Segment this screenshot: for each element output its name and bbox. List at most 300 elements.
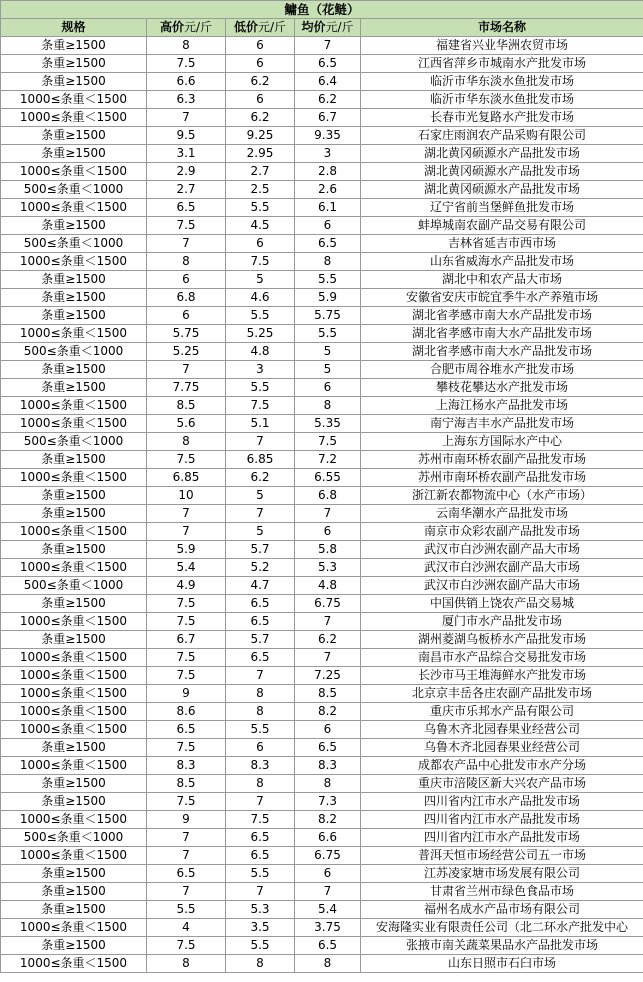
spec-cell: 500≤条重＜1000 (1, 433, 147, 451)
market-cell: 四川省内江市水产品批发市场 (361, 793, 643, 811)
spec-cell: 条重≥1500 (1, 541, 147, 559)
avg-price-cell: 7.3 (295, 793, 361, 811)
avg-price-cell: 6.1 (295, 199, 361, 217)
low-price-cell: 2.95 (226, 145, 295, 163)
high-price-cell: 5.25 (147, 343, 226, 361)
table-row (1, 487, 643, 505)
market-cell: 临沂市华东淡水鱼批发市场 (361, 91, 643, 109)
table-row (1, 235, 643, 253)
high-price-cell: 7.5 (147, 937, 226, 955)
avg-price-cell: 7 (295, 883, 361, 901)
market-cell: 武汉市白沙洲农副产品大市场 (361, 559, 643, 577)
avg-price-cell: 5 (295, 343, 361, 361)
avg-price-cell: 8.2 (295, 811, 361, 829)
high-price-cell: 9 (147, 811, 226, 829)
market-cell: 厦门市水产品批发市场 (361, 613, 643, 631)
avg-price-cell: 6 (295, 523, 361, 541)
low-price-cell: 5.5 (226, 379, 295, 397)
high-price-cell: 7.75 (147, 379, 226, 397)
market-cell: 湖北黄冈硕源水产品批发市场 (361, 163, 643, 181)
avg-price-cell: 7 (295, 505, 361, 523)
high-price-cell: 7 (147, 523, 226, 541)
spec-cell: 条重≥1500 (1, 379, 147, 397)
high-price-cell: 6.8 (147, 289, 226, 307)
table-row (1, 757, 643, 775)
table-row (1, 523, 643, 541)
high-price-cell: 7.5 (147, 595, 226, 613)
low-price-cell: 5.2 (226, 559, 295, 577)
header-high-price (147, 19, 226, 37)
low-price-cell: 6.5 (226, 847, 295, 865)
high-price-cell: 4.9 (147, 577, 226, 595)
avg-price-cell: 7 (295, 649, 361, 667)
spec-cell: 1000≤条重＜1500 (1, 199, 147, 217)
avg-price-cell: 6.5 (295, 937, 361, 955)
table-row (1, 919, 643, 937)
low-price-cell: 6 (226, 55, 295, 73)
table-row (1, 559, 643, 577)
market-cell: 中国供销上饶农产品交易城 (361, 595, 643, 613)
market-cell: 四川省内江市水产品批发市场 (361, 829, 643, 847)
low-price-cell: 5 (226, 487, 295, 505)
low-price-cell: 5.25 (226, 325, 295, 343)
high-price-cell: 9.5 (147, 127, 226, 145)
avg-price-cell: 6.75 (295, 847, 361, 865)
high-price-cell: 7 (147, 361, 226, 379)
market-cell: 临沂市华东淡水鱼批发市场 (361, 73, 643, 91)
market-cell: 福建省兴业华洲农贸市场 (361, 37, 643, 55)
spec-cell: 条重≥1500 (1, 271, 147, 289)
table-row (1, 343, 643, 361)
header-avg-price (295, 19, 361, 37)
high-price-cell: 8 (147, 433, 226, 451)
high-price-cell: 6.5 (147, 199, 226, 217)
spec-cell: 1000≤条重＜1500 (1, 685, 147, 703)
spec-cell: 500≤条重＜1000 (1, 577, 147, 595)
high-price-cell: 7.5 (147, 739, 226, 757)
avg-price-cell: 8 (295, 955, 361, 973)
table-row (1, 505, 643, 523)
spec-cell: 1000≤条重＜1500 (1, 523, 147, 541)
spec-cell: 1000≤条重＜1500 (1, 109, 147, 127)
high-price-cell: 10 (147, 487, 226, 505)
avg-price-cell: 4.8 (295, 577, 361, 595)
market-cell: 湖北省孝感市南大水产品批发市场 (361, 325, 643, 343)
high-price-cell: 6.6 (147, 73, 226, 91)
avg-price-cell: 6.75 (295, 595, 361, 613)
table-row (1, 199, 643, 217)
spec-cell: 1000≤条重＜1500 (1, 325, 147, 343)
low-price-cell: 2.5 (226, 181, 295, 199)
spec-cell: 1000≤条重＜1500 (1, 649, 147, 667)
spec-cell: 1000≤条重＜1500 (1, 163, 147, 181)
table-row (1, 649, 643, 667)
low-price-cell: 5.1 (226, 415, 295, 433)
spec-cell: 条重≥1500 (1, 595, 147, 613)
avg-price-cell: 6.2 (295, 631, 361, 649)
avg-price-cell: 7.2 (295, 451, 361, 469)
avg-price-cell: 5.9 (295, 289, 361, 307)
spec-cell: 条重≥1500 (1, 289, 147, 307)
avg-price-cell: 7.5 (295, 433, 361, 451)
high-price-cell: 6.5 (147, 721, 226, 739)
high-price-cell: 7.5 (147, 55, 226, 73)
table-row (1, 361, 643, 379)
market-cell: 吉林省延吉市西市场 (361, 235, 643, 253)
avg-price-cell: 6.6 (295, 829, 361, 847)
high-price-cell: 5.4 (147, 559, 226, 577)
market-cell: 湖州菱湖乌板桥水产品批发市场 (361, 631, 643, 649)
table-row (1, 883, 643, 901)
spec-cell: 条重≥1500 (1, 883, 147, 901)
avg-price-cell: 5.75 (295, 307, 361, 325)
high-price-cell: 7.5 (147, 793, 226, 811)
high-price-cell: 6.85 (147, 469, 226, 487)
low-price-cell: 7.5 (226, 397, 295, 415)
table-row (1, 271, 643, 289)
spec-cell: 1000≤条重＜1500 (1, 811, 147, 829)
spec-cell: 条重≥1500 (1, 775, 147, 793)
spec-cell: 1000≤条重＜1500 (1, 919, 147, 937)
market-cell: 安海隆实业有限责任公司（北二环水产批发中心 (361, 919, 643, 937)
spec-cell: 条重≥1500 (1, 145, 147, 163)
high-price-cell: 6.5 (147, 865, 226, 883)
low-price-cell: 5.5 (226, 199, 295, 217)
table-row (1, 469, 643, 487)
low-price-cell: 3.5 (226, 919, 295, 937)
low-price-cell: 2.7 (226, 163, 295, 181)
low-price-cell: 6 (226, 235, 295, 253)
high-price-cell: 7 (147, 883, 226, 901)
table-row (1, 829, 643, 847)
avg-price-cell: 5.3 (295, 559, 361, 577)
low-price-cell: 5.5 (226, 865, 295, 883)
market-cell: 上海江杨水产品批发市场 (361, 397, 643, 415)
avg-price-cell: 6 (295, 217, 361, 235)
table-row (1, 181, 643, 199)
high-price-cell: 5.9 (147, 541, 226, 559)
low-price-cell: 8 (226, 703, 295, 721)
market-cell: 攀枝花攀达水产批发市场 (361, 379, 643, 397)
market-cell: 石家庄雨润农产品采购有限公司 (361, 127, 643, 145)
low-price-cell: 5 (226, 523, 295, 541)
table-body (1, 37, 643, 973)
spec-cell: 条重≥1500 (1, 55, 147, 73)
table-row (1, 451, 643, 469)
header-low-label: 低价 (233, 20, 258, 34)
table-row (1, 379, 643, 397)
spec-cell: 条重≥1500 (1, 127, 147, 145)
spec-cell: 1000≤条重＜1500 (1, 469, 147, 487)
high-price-cell: 6 (147, 271, 226, 289)
spec-cell: 条重≥1500 (1, 73, 147, 91)
low-price-cell: 5 (226, 271, 295, 289)
low-price-cell: 5.5 (226, 937, 295, 955)
market-cell: 张掖市南关蔬菜果品水产品批发市场 (361, 937, 643, 955)
table-row (1, 145, 643, 163)
spec-cell: 条重≥1500 (1, 739, 147, 757)
low-price-cell: 7 (226, 793, 295, 811)
spec-cell: 条重≥1500 (1, 631, 147, 649)
high-price-cell: 8.5 (147, 397, 226, 415)
table-row (1, 217, 643, 235)
spec-cell: 条重≥1500 (1, 901, 147, 919)
market-cell: 湖北黄冈硕源水产品批发市场 (361, 181, 643, 199)
spec-cell: 1000≤条重＜1500 (1, 757, 147, 775)
low-price-cell: 8 (226, 775, 295, 793)
avg-price-cell: 6.4 (295, 73, 361, 91)
low-price-cell: 5.7 (226, 541, 295, 559)
high-price-cell: 7 (147, 109, 226, 127)
market-cell: 北京京丰岳各庄农副产品批发市场 (361, 685, 643, 703)
spec-cell: 条重≥1500 (1, 487, 147, 505)
market-cell: 湖北省孝感市南大水产品批发市场 (361, 343, 643, 361)
avg-price-cell: 8.2 (295, 703, 361, 721)
low-price-cell: 6 (226, 739, 295, 757)
table-row (1, 163, 643, 181)
high-price-cell: 4 (147, 919, 226, 937)
high-price-cell: 8.5 (147, 775, 226, 793)
market-cell: 蚌埠城南农副产品交易有限公司 (361, 217, 643, 235)
table-row (1, 397, 643, 415)
low-price-cell: 5.5 (226, 721, 295, 739)
table-row (1, 37, 643, 55)
avg-price-cell: 8 (295, 397, 361, 415)
spec-cell: 500≤条重＜1000 (1, 343, 147, 361)
market-cell: 乌鲁木齐北园春果业经营公司 (361, 721, 643, 739)
market-cell: 浙江新农都物流中心（水产市场） (361, 487, 643, 505)
avg-price-cell: 5.8 (295, 541, 361, 559)
low-price-cell: 4.8 (226, 343, 295, 361)
header-high-unit: 元/斤 (183, 20, 213, 34)
spec-cell: 1000≤条重＜1500 (1, 415, 147, 433)
high-price-cell: 7.5 (147, 613, 226, 631)
market-cell: 甘肃省兰州市绿色食品市场 (361, 883, 643, 901)
market-cell: 苏州市南环桥农副产品批发市场 (361, 469, 643, 487)
table-row (1, 739, 643, 757)
market-cell: 江苏凌家塘市场发展有限公司 (361, 865, 643, 883)
spec-cell: 1000≤条重＜1500 (1, 253, 147, 271)
market-cell: 普洱天恒市场经营公司五一市场 (361, 847, 643, 865)
market-cell: 安徽省安庆市皖宜季牛水产养殖市场 (361, 289, 643, 307)
spec-cell: 500≤条重＜1000 (1, 829, 147, 847)
high-price-cell: 6.3 (147, 91, 226, 109)
market-cell: 合肥市周谷堆水产批发市场 (361, 361, 643, 379)
spec-cell: 1000≤条重＜1500 (1, 847, 147, 865)
table-row (1, 577, 643, 595)
high-price-cell: 7.5 (147, 667, 226, 685)
low-price-cell: 6.5 (226, 613, 295, 631)
avg-price-cell: 6.7 (295, 109, 361, 127)
low-price-cell: 9.25 (226, 127, 295, 145)
table-row (1, 595, 643, 613)
low-price-cell: 6.5 (226, 649, 295, 667)
high-price-cell: 8.3 (147, 757, 226, 775)
header-low-unit: 元/斤 (257, 20, 287, 34)
header-spec: 规格 (1, 19, 147, 37)
table-row (1, 253, 643, 271)
header-market: 市场名称 (361, 19, 643, 37)
table-row (1, 325, 643, 343)
high-price-cell: 9 (147, 685, 226, 703)
low-price-cell: 7.5 (226, 811, 295, 829)
table-row (1, 703, 643, 721)
high-price-cell: 3.1 (147, 145, 226, 163)
market-cell: 上海东方国际水产中心 (361, 433, 643, 451)
table-row (1, 541, 643, 559)
high-price-cell: 2.9 (147, 163, 226, 181)
header-avg-unit: 元/斤 (325, 20, 354, 34)
spec-cell: 500≤条重＜1000 (1, 181, 147, 199)
spec-cell: 1000≤条重＜1500 (1, 91, 147, 109)
spec-cell: 1000≤条重＜1500 (1, 613, 147, 631)
high-price-cell: 5.5 (147, 901, 226, 919)
high-price-cell: 8.6 (147, 703, 226, 721)
avg-price-cell: 7 (295, 613, 361, 631)
spec-cell: 1000≤条重＜1500 (1, 703, 147, 721)
table-row (1, 901, 643, 919)
low-price-cell: 6.85 (226, 451, 295, 469)
high-price-cell: 7 (147, 847, 226, 865)
high-price-cell: 8 (147, 253, 226, 271)
low-price-cell: 6.5 (226, 595, 295, 613)
high-price-cell: 5.6 (147, 415, 226, 433)
high-price-cell: 6.7 (147, 631, 226, 649)
market-cell: 南昌市水产品综合交易批发市场 (361, 649, 643, 667)
spec-cell: 条重≥1500 (1, 937, 147, 955)
low-price-cell: 3 (226, 361, 295, 379)
avg-price-cell: 6.5 (295, 739, 361, 757)
low-price-cell: 6.2 (226, 73, 295, 91)
high-price-cell: 7.5 (147, 451, 226, 469)
market-cell: 湖北中和农产品大市场 (361, 271, 643, 289)
header-low-price (226, 19, 295, 37)
header-avg-label: 均价 (301, 20, 326, 34)
avg-price-cell: 5.35 (295, 415, 361, 433)
low-price-cell: 7 (226, 505, 295, 523)
table-row (1, 811, 643, 829)
low-price-cell: 5.7 (226, 631, 295, 649)
low-price-cell: 4.6 (226, 289, 295, 307)
spec-cell: 条重≥1500 (1, 361, 147, 379)
table-row (1, 937, 643, 955)
avg-price-cell: 6 (295, 721, 361, 739)
table-row (1, 793, 643, 811)
avg-price-cell: 6.2 (295, 91, 361, 109)
table-row (1, 865, 643, 883)
market-cell: 武汉市白沙洲农副产品大市场 (361, 541, 643, 559)
table-row (1, 721, 643, 739)
low-price-cell: 8 (226, 685, 295, 703)
table-row (1, 127, 643, 145)
spec-cell: 1000≤条重＜1500 (1, 667, 147, 685)
table-row (1, 109, 643, 127)
low-price-cell: 5.5 (226, 307, 295, 325)
avg-price-cell: 5.5 (295, 325, 361, 343)
spec-cell: 条重≥1500 (1, 865, 147, 883)
high-price-cell: 7 (147, 829, 226, 847)
avg-price-cell: 8 (295, 775, 361, 793)
avg-price-cell: 5 (295, 361, 361, 379)
spec-cell: 条重≥1500 (1, 217, 147, 235)
market-cell: 福州名成水产品市场有限公司 (361, 901, 643, 919)
avg-price-cell: 3 (295, 145, 361, 163)
low-price-cell: 7 (226, 667, 295, 685)
avg-price-cell: 2.6 (295, 181, 361, 199)
low-price-cell: 8.3 (226, 757, 295, 775)
high-price-cell: 7.5 (147, 217, 226, 235)
avg-price-cell: 7 (295, 37, 361, 55)
market-cell: 山东省威海水产品批发市场 (361, 253, 643, 271)
avg-price-cell: 3.75 (295, 919, 361, 937)
high-price-cell: 6 (147, 307, 226, 325)
market-cell: 湖北黄冈硕源水产品批发市场 (361, 145, 643, 163)
avg-price-cell: 6.8 (295, 487, 361, 505)
low-price-cell: 7 (226, 433, 295, 451)
low-price-cell: 4.5 (226, 217, 295, 235)
spec-cell: 条重≥1500 (1, 505, 147, 523)
avg-price-cell: 6.55 (295, 469, 361, 487)
table-row (1, 289, 643, 307)
market-cell: 江西省萍乡市城南水产批发市场 (361, 55, 643, 73)
market-cell: 湖北省孝感市南大水产品批发市场 (361, 307, 643, 325)
spec-cell: 条重≥1500 (1, 793, 147, 811)
spec-cell: 条重≥1500 (1, 307, 147, 325)
market-cell: 南宁海吉丰水产品批发市场 (361, 415, 643, 433)
market-cell: 成都农产品中心批发市水产分场 (361, 757, 643, 775)
avg-price-cell: 6.5 (295, 55, 361, 73)
low-price-cell: 5.3 (226, 901, 295, 919)
market-cell: 长沙市马王堆海鲜水产批发市场 (361, 667, 643, 685)
table-row (1, 847, 643, 865)
avg-price-cell: 8.3 (295, 757, 361, 775)
spec-cell: 500≤条重＜1000 (1, 235, 147, 253)
high-price-cell: 2.7 (147, 181, 226, 199)
high-price-cell: 7.5 (147, 649, 226, 667)
avg-price-cell: 6 (295, 379, 361, 397)
table-row (1, 685, 643, 703)
low-price-cell: 6.5 (226, 829, 295, 847)
avg-price-cell: 6.5 (295, 235, 361, 253)
table-row (1, 91, 643, 109)
low-price-cell: 6.2 (226, 469, 295, 487)
market-cell: 武汉市白沙洲农副产品大市场 (361, 577, 643, 595)
table-row (1, 433, 643, 451)
avg-price-cell: 5.5 (295, 271, 361, 289)
avg-price-cell: 6 (295, 865, 361, 883)
table-row (1, 613, 643, 631)
high-price-cell: 7 (147, 235, 226, 253)
market-cell: 乌鲁木齐北园春果业经营公司 (361, 739, 643, 757)
high-price-cell: 5.75 (147, 325, 226, 343)
avg-price-cell: 8 (295, 253, 361, 271)
spec-cell: 1000≤条重＜1500 (1, 397, 147, 415)
table-title: 鳙鱼（花鲢） (1, 1, 643, 19)
low-price-cell: 7.5 (226, 253, 295, 271)
market-cell: 苏州市南环桥农副产品批发市场 (361, 451, 643, 469)
low-price-cell: 8 (226, 955, 295, 973)
market-cell: 长春市光复路水产批发市场 (361, 109, 643, 127)
market-cell: 云南华潮水产品批发市场 (361, 505, 643, 523)
table-row (1, 631, 643, 649)
avg-price-cell: 8.5 (295, 685, 361, 703)
table-row (1, 415, 643, 433)
table-row (1, 775, 643, 793)
table-row (1, 55, 643, 73)
spec-cell: 条重≥1500 (1, 37, 147, 55)
market-cell: 南京市众彩农副产品批发市场 (361, 523, 643, 541)
avg-price-cell: 9.35 (295, 127, 361, 145)
